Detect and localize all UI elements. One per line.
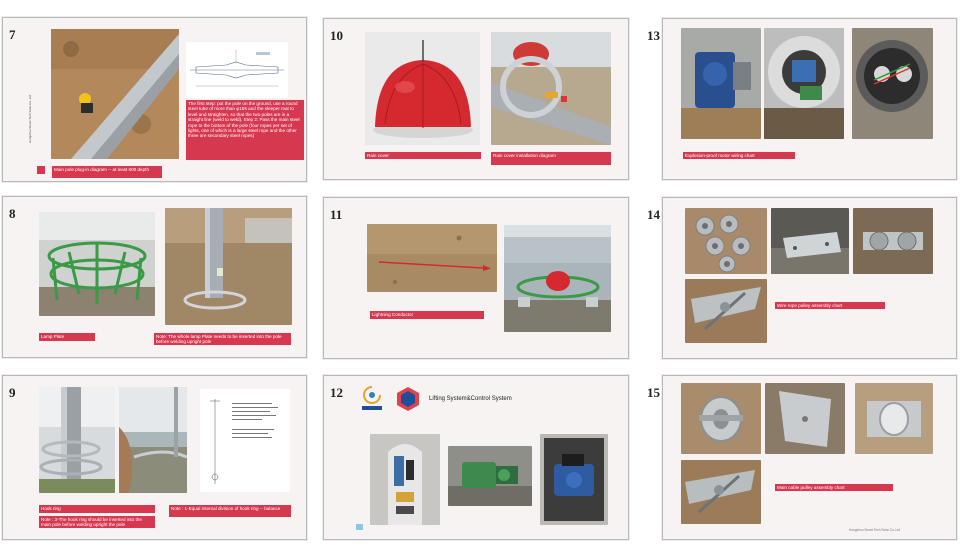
- slide-11[interactable]: [323, 197, 629, 359]
- hook-ring-drawing: [200, 389, 290, 492]
- caption-motor-wiring: Explosion-proof motor wiring chart: [683, 152, 795, 159]
- slide-8[interactable]: [2, 196, 307, 358]
- lightning-conductor-photo: [367, 224, 497, 292]
- pulley-wheels-photo: [685, 208, 767, 274]
- logo-text: SOLAR: [364, 406, 378, 411]
- control-box-photo: [370, 434, 440, 525]
- motor-in-housing-photo: [540, 434, 608, 525]
- lightning-installed-photo: [504, 225, 611, 332]
- motor-wiring-photo-1: [681, 28, 761, 139]
- caption-main-pole: Main pole plug-in diagram -- at least 600 depth: [52, 166, 162, 178]
- caption-note-hook-insert: Note : 3-The hook ring should be inserted into the main pole before welding upright the pole: [39, 516, 155, 528]
- pole-plugin-photo: [51, 29, 179, 159]
- slide-number: 11: [330, 207, 343, 222]
- caption-rain-cover: Rain cover: [365, 152, 481, 159]
- slide-number: 7: [9, 27, 16, 42]
- motor-wiring-photo-3: [852, 28, 933, 139]
- cable-pulley-bracket-photo: [855, 383, 933, 454]
- lamp-plate-photo: [39, 212, 155, 316]
- hexagon-icon: [396, 386, 420, 412]
- slide-12[interactable]: [323, 375, 629, 540]
- hook-ring-photo-1: [39, 387, 115, 493]
- slide-13[interactable]: [647, 18, 957, 180]
- caption-rain-cover-installation: Rain cover installation diagram: [491, 152, 611, 165]
- side-company-text: Hongzhou Smart Tech Solar Co.,Ltd: [28, 95, 32, 143]
- caption-note-insert: Note: The whole lamp Plate needs to be inserted into the pole before welding upright pole: [154, 333, 291, 345]
- slide-number: 14: [647, 207, 660, 222]
- cable-pulley-frame-photo: [681, 460, 761, 524]
- motor-wiring-photo-2: [764, 28, 844, 139]
- caption-main-cable-pulley: Main cable pulley assembly chart: [775, 484, 893, 491]
- slide-15[interactable]: [647, 375, 957, 540]
- cable-pulley-photo-1: [681, 383, 761, 454]
- caption-lamp-plate: Lamp Plate: [39, 333, 95, 341]
- slide-title: Lifting System&Control System: [429, 396, 512, 402]
- slide-number: 9: [9, 385, 16, 400]
- slide-9[interactable]: [2, 375, 307, 540]
- red-marker-square: [37, 166, 45, 174]
- pulley-bracket-photo: [853, 208, 933, 274]
- caption-note-equal-division: Note : 1-Equal internal division of hook ring -- balance: [169, 505, 291, 517]
- slide-number: 13: [647, 28, 660, 43]
- mounting-plate-photo: [771, 208, 849, 274]
- rain-cover-photo: [365, 32, 480, 145]
- corner-square: [356, 524, 363, 530]
- footer-company: Hongzhou Smart Tech Solar Co.,Ltd: [849, 528, 900, 532]
- pole-diagram-drawing: [186, 42, 288, 98]
- slide-number: 8: [9, 206, 16, 221]
- slide-10[interactable]: [323, 18, 629, 180]
- cable-pulley-plate-photo: [765, 383, 845, 454]
- caption-steps: The first step: put the pole on the ground, use a round steel tube of more than φ156 and the sleeper mat to level and straighten, so that the two poles are in a straight line (weld to weld). Step 2: Pass the main steel rope to the bottom of the pole (four ropes per set of lights, one of which is a large steel rope and the other three are secondary steel ropes): [186, 100, 304, 160]
- slide-number: 12: [330, 385, 343, 400]
- slide-7[interactable]: [2, 17, 307, 182]
- pulley-frame-photo: [685, 279, 767, 343]
- slide-number: 15: [647, 385, 660, 400]
- caption-wire-rope-pulley: Wire rope pulley assembly chart: [775, 302, 885, 309]
- slide-number: 10: [330, 28, 343, 43]
- caption-lightning-conductor: Lightning Conductor: [370, 311, 484, 319]
- hook-ring-photo-2: [119, 387, 187, 493]
- lamp-plate-on-pole-photo: [165, 208, 292, 325]
- motor-gearbox-photo: [448, 446, 532, 506]
- rain-cover-installation-photo: [491, 32, 611, 145]
- caption-hook-ring: Hook ring: [39, 505, 155, 513]
- slide-14[interactable]: [647, 197, 957, 359]
